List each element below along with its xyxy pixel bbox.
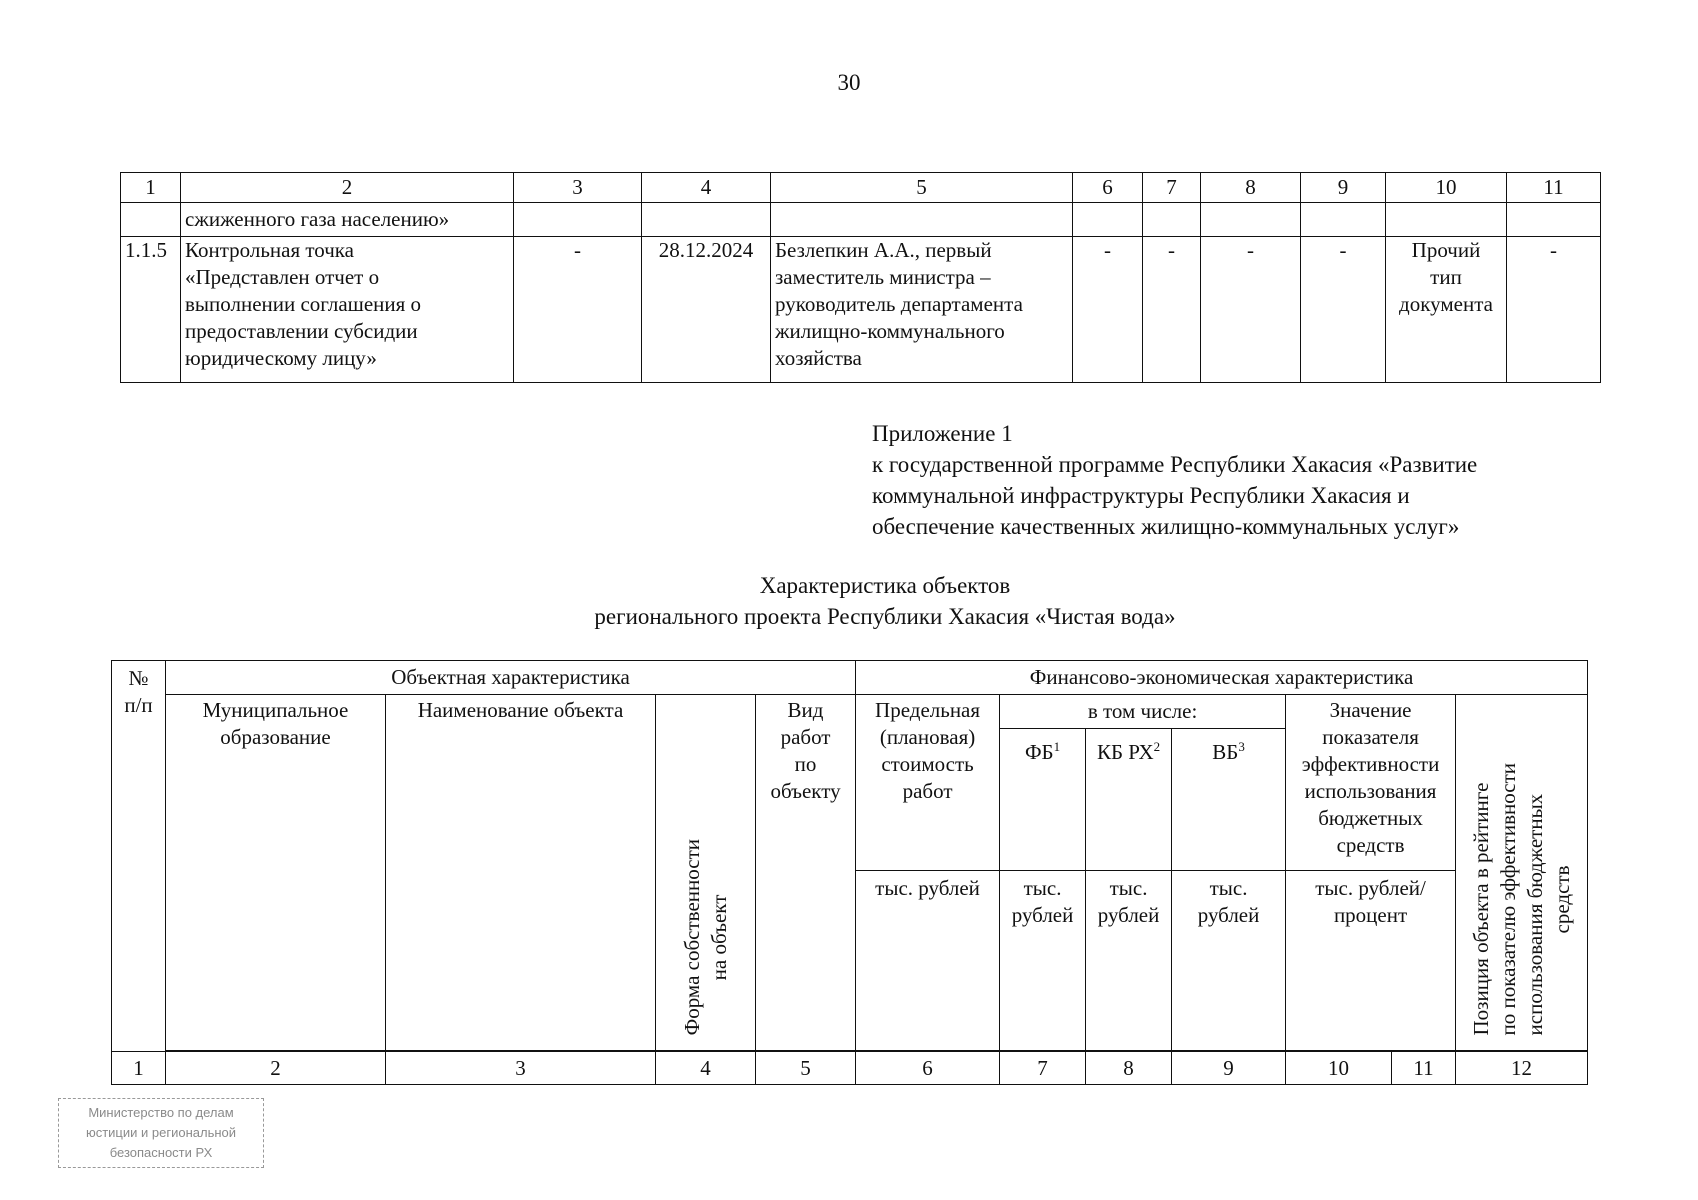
col-number: 8 [1201, 173, 1301, 203]
page-number: 30 [837, 70, 861, 95]
unit-efficiency: тыс. рублей/ процент [1286, 871, 1456, 1051]
continuation-text: сжиженного газа населению» [181, 203, 514, 237]
unit-fb: тыс. рублей [1000, 871, 1086, 1051]
position-header: Позиция объекта в рейтинге по показателю эффективности использования бюджетных средств [1456, 695, 1588, 1051]
including-header: в том числе: [1000, 695, 1286, 729]
finance-characteristic-header: Финансово-экономическая характеристика [856, 661, 1588, 695]
col-number: 5 [756, 1052, 856, 1085]
col-number: 6 [1073, 173, 1143, 203]
cell: - [1073, 237, 1143, 383]
doc-type-cell: Прочий тип документа [1386, 237, 1507, 383]
cell [121, 203, 181, 237]
col-number: 2 [166, 1052, 386, 1085]
ownership-header: Форма собственности на объект [656, 695, 756, 1051]
document-title: Характеристика объектов регионального проекта Республики Хакасия «Чистая вода» [594, 573, 1176, 629]
appendix-line: Приложение 1 [872, 421, 1013, 446]
top-table [120, 172, 1601, 383]
appendix-line: обеспечение качественных жилищно-коммунальных услуг» [872, 514, 1460, 539]
col-number: 8 [1086, 1052, 1172, 1085]
unit-cost: тыс. рублей [856, 871, 1000, 1051]
col-number: 1 [121, 173, 181, 203]
col-number: 11 [1392, 1052, 1456, 1085]
row-number: 1.1.5 [121, 237, 181, 383]
col-number: 6 [856, 1052, 1000, 1085]
efficiency-header: Значение показателя эффективности использования бюджетных средств [1286, 695, 1456, 871]
responsible-cell: Безлепкин А.А., первый заместитель министра – руководитель департамента жилищно-коммунального хозяйства [771, 237, 1073, 383]
kb-header: КБ $РХ^2$ [1086, 729, 1172, 871]
cell: - [1143, 237, 1201, 383]
top-table-column-numbers [121, 173, 1601, 203]
col-number: 9 [1172, 1052, 1286, 1085]
table-row [121, 237, 1601, 383]
cell: - [1507, 237, 1601, 383]
col-number: 4 [656, 1052, 756, 1085]
fb-header: $ФБ^1$ [1000, 729, 1086, 871]
col-number: 3 [514, 173, 642, 203]
date-cell: 28.12.2024 [642, 237, 771, 383]
col-number: 1 [112, 1052, 166, 1085]
appendix-heading [872, 418, 1477, 542]
col-number: 3 [386, 1052, 656, 1085]
vb-header: $ВБ^3$ [1172, 729, 1286, 871]
cell: - [1201, 237, 1301, 383]
object-characteristic-header: Объектная характеристика [166, 661, 856, 695]
cell: - [514, 237, 642, 383]
col-number: 2 [181, 173, 514, 203]
num-header: № п/п [112, 661, 166, 1052]
work-type-header: Вид работ по объекту [756, 695, 856, 1051]
col-number: 5 [771, 173, 1073, 203]
col-number: 11 [1507, 173, 1601, 203]
col-number: 10 [1286, 1052, 1392, 1085]
cell: - [1301, 237, 1386, 383]
col-number: 7 [1000, 1052, 1086, 1085]
col-number: 12 [1456, 1052, 1588, 1085]
col-number: 7 [1143, 173, 1201, 203]
objects-table-column-numbers [112, 1052, 1588, 1085]
objects-table [111, 660, 1588, 1085]
object-name-header: Наименование объекта [386, 695, 656, 1051]
registration-stamp: Министерство по делам юстиции и региональной безопасности РХ [58, 1098, 264, 1168]
appendix-line: коммунальной инфраструктуры Республики Хакасия и [872, 483, 1410, 508]
col-number: 9 [1301, 173, 1386, 203]
unit-vb: тыс. рублей [1172, 871, 1286, 1051]
continuation-row [121, 203, 1601, 237]
col-number: 10 [1386, 173, 1507, 203]
checkpoint-name: Контрольная точка «Представлен отчет о выполнении соглашения о предоставлении субсидии юридическому лицу» [181, 237, 514, 383]
unit-kb: тыс. рублей [1086, 871, 1172, 1051]
cost-header: Предельная (плановая) стоимость работ [856, 695, 1000, 871]
appendix-line: к государственной программе Республики Хакасия «Развитие [872, 452, 1478, 477]
municipality-header: Муниципальное образование [166, 695, 386, 1051]
col-number: 4 [642, 173, 771, 203]
